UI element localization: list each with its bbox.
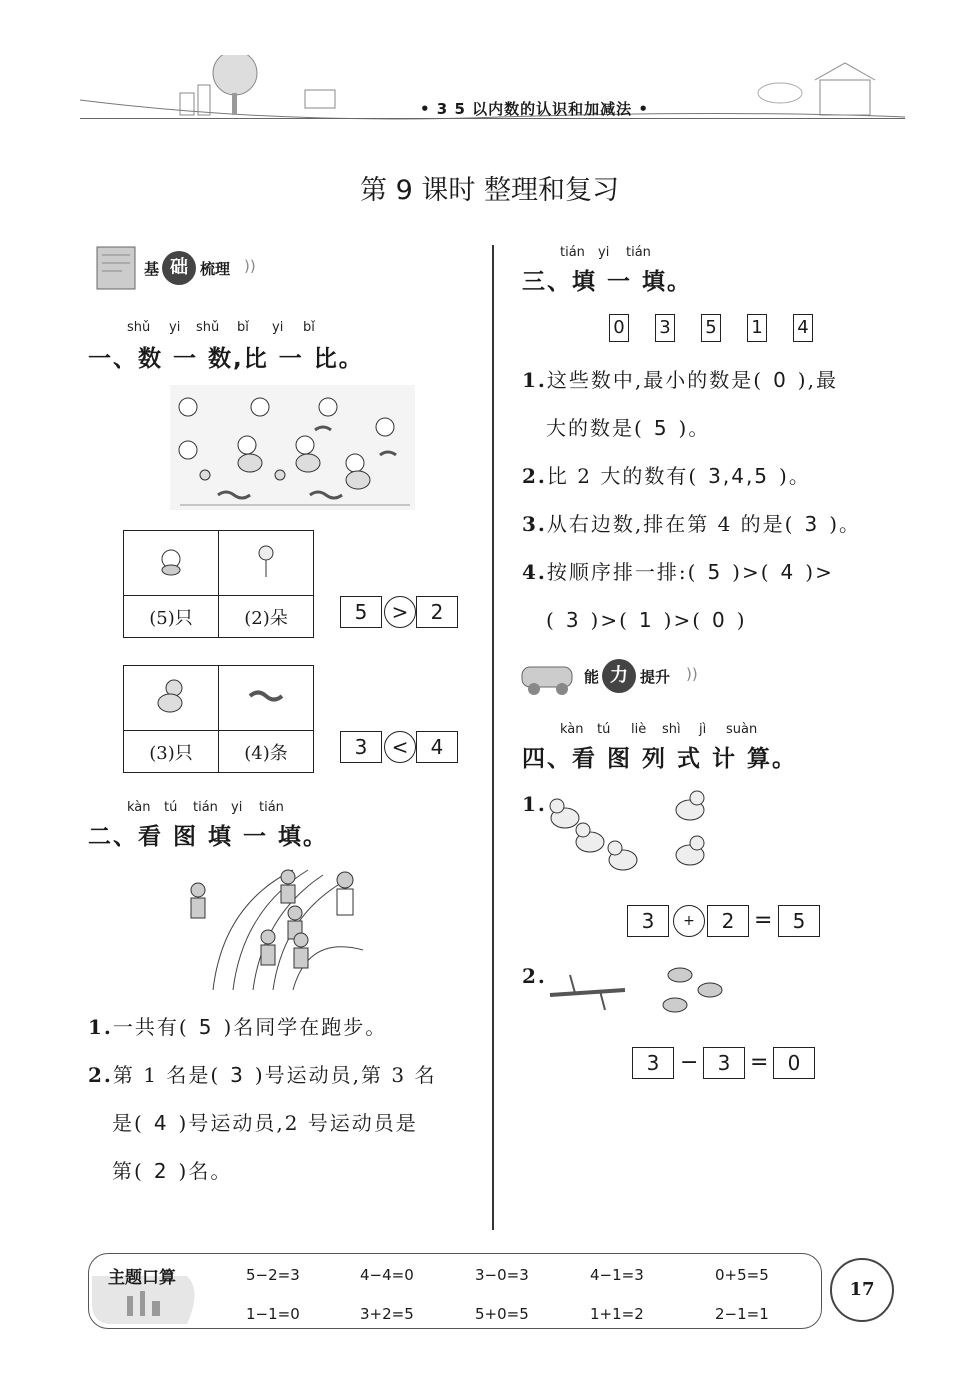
sec2-title: 二、看 图 填 一 填。	[88, 824, 329, 850]
drill-item: 3−0=3	[475, 1266, 529, 1284]
sec2-q2-line3: 第( 2 )名。	[112, 1159, 233, 1183]
chick-icon	[124, 666, 219, 731]
sec3-q4-line2: ( 3 )>( 1 )>( 0 )	[546, 608, 747, 632]
sec3-q2: 2.比 2 大的数有( 3,4,5 )。	[522, 464, 811, 488]
worm-icon	[219, 666, 314, 731]
eq1-op: +	[673, 905, 705, 937]
number-card: 0	[609, 314, 629, 342]
drill-item: 1+1=2	[590, 1305, 644, 1323]
chapter-title: • 3 5 以内数的认识和加减法 •	[420, 100, 649, 118]
number-card: 4	[793, 314, 813, 342]
lesson-title: 第 9 课时 整理和复习	[360, 175, 619, 206]
compare-1-symbol: >	[384, 596, 416, 628]
sec4-title: 四、看 图 列 式 计 算。	[522, 746, 798, 772]
drill-item: 1−1=0	[246, 1305, 300, 1323]
eq1-c: 5	[778, 905, 820, 937]
compare-1-right: 2	[416, 596, 458, 628]
chick-count: (3)只	[124, 731, 219, 773]
sec2-q1: 1.一共有( 5 )名同学在跑步。	[88, 1015, 388, 1039]
compare-1-left: 5	[340, 596, 382, 628]
sec3-q1-line2: 大的数是( 5 )。	[546, 416, 711, 440]
drill-item: 4−4=0	[360, 1266, 414, 1284]
sec3-q1-line1: 1.这些数中,最小的数是( 0 ),最	[522, 368, 838, 392]
eq2-c: 0	[773, 1047, 815, 1079]
counting-picture	[170, 385, 415, 510]
flower-count: (2)朵	[219, 596, 314, 638]
footer-label: 主题口算	[108, 1268, 176, 1288]
eq1-equals: =	[754, 908, 773, 933]
compare-2-left: 3	[340, 731, 382, 763]
birds-picture	[545, 960, 730, 1025]
sec3-q3: 3.从右边数,排在第 4 的是( 3 )。	[522, 512, 862, 536]
sec3-q4-line1: 4.按顺序排一排:( 5 )>( 4 )>	[522, 560, 834, 584]
sec2-q2-line2: 是( 4 )号运动员,2 号运动员是	[112, 1111, 418, 1135]
running-picture	[183, 865, 368, 990]
drill-item: 5+0=5	[475, 1305, 529, 1323]
eq2-equals: =	[750, 1050, 769, 1075]
book-icon	[92, 245, 142, 293]
eq1-a: 3	[627, 905, 669, 937]
eq1-b: 2	[707, 905, 749, 937]
eq2-a: 3	[632, 1047, 674, 1079]
bee-icon	[124, 531, 219, 596]
worm-count: (4)条	[219, 731, 314, 773]
eq2-b: 3	[703, 1047, 745, 1079]
number-card: 3	[655, 314, 675, 342]
car-icon	[518, 657, 580, 697]
drill-item: 5−2=3	[246, 1266, 300, 1284]
drill-item: 2−1=1	[715, 1305, 769, 1323]
page-number: 17	[830, 1258, 894, 1322]
drill-item: 4−1=3	[590, 1266, 644, 1284]
eq2-op: −	[680, 1050, 699, 1075]
number-card: 1	[747, 314, 767, 342]
chicks-picture	[545, 790, 720, 880]
drill-item: 3+2=5	[360, 1305, 414, 1323]
sec1-title: 一、数 一 数,比 一 比。	[88, 346, 364, 372]
sec4-p2-num: 2.	[522, 964, 547, 988]
count-table-2	[123, 665, 314, 773]
sec3-title: 三、填 一 填。	[522, 269, 693, 295]
sec2-q2-line1: 2.第 1 名是( 3 )号运动员,第 3 名	[88, 1063, 437, 1087]
number-card: 5	[701, 314, 721, 342]
bee-count: (5)只	[124, 596, 219, 638]
badge-ability: 能 力 提升 ))	[518, 655, 718, 695]
sec4-p1-num: 1.	[522, 792, 547, 816]
flower-icon	[219, 531, 314, 596]
drill-item: 0+5=5	[715, 1266, 769, 1284]
column-divider	[492, 245, 494, 1230]
compare-2-right: 4	[416, 731, 458, 763]
compare-2-symbol: <	[384, 731, 416, 763]
count-table-1	[123, 530, 314, 638]
badge-basic: 基 础 梳理 ))	[92, 245, 272, 285]
